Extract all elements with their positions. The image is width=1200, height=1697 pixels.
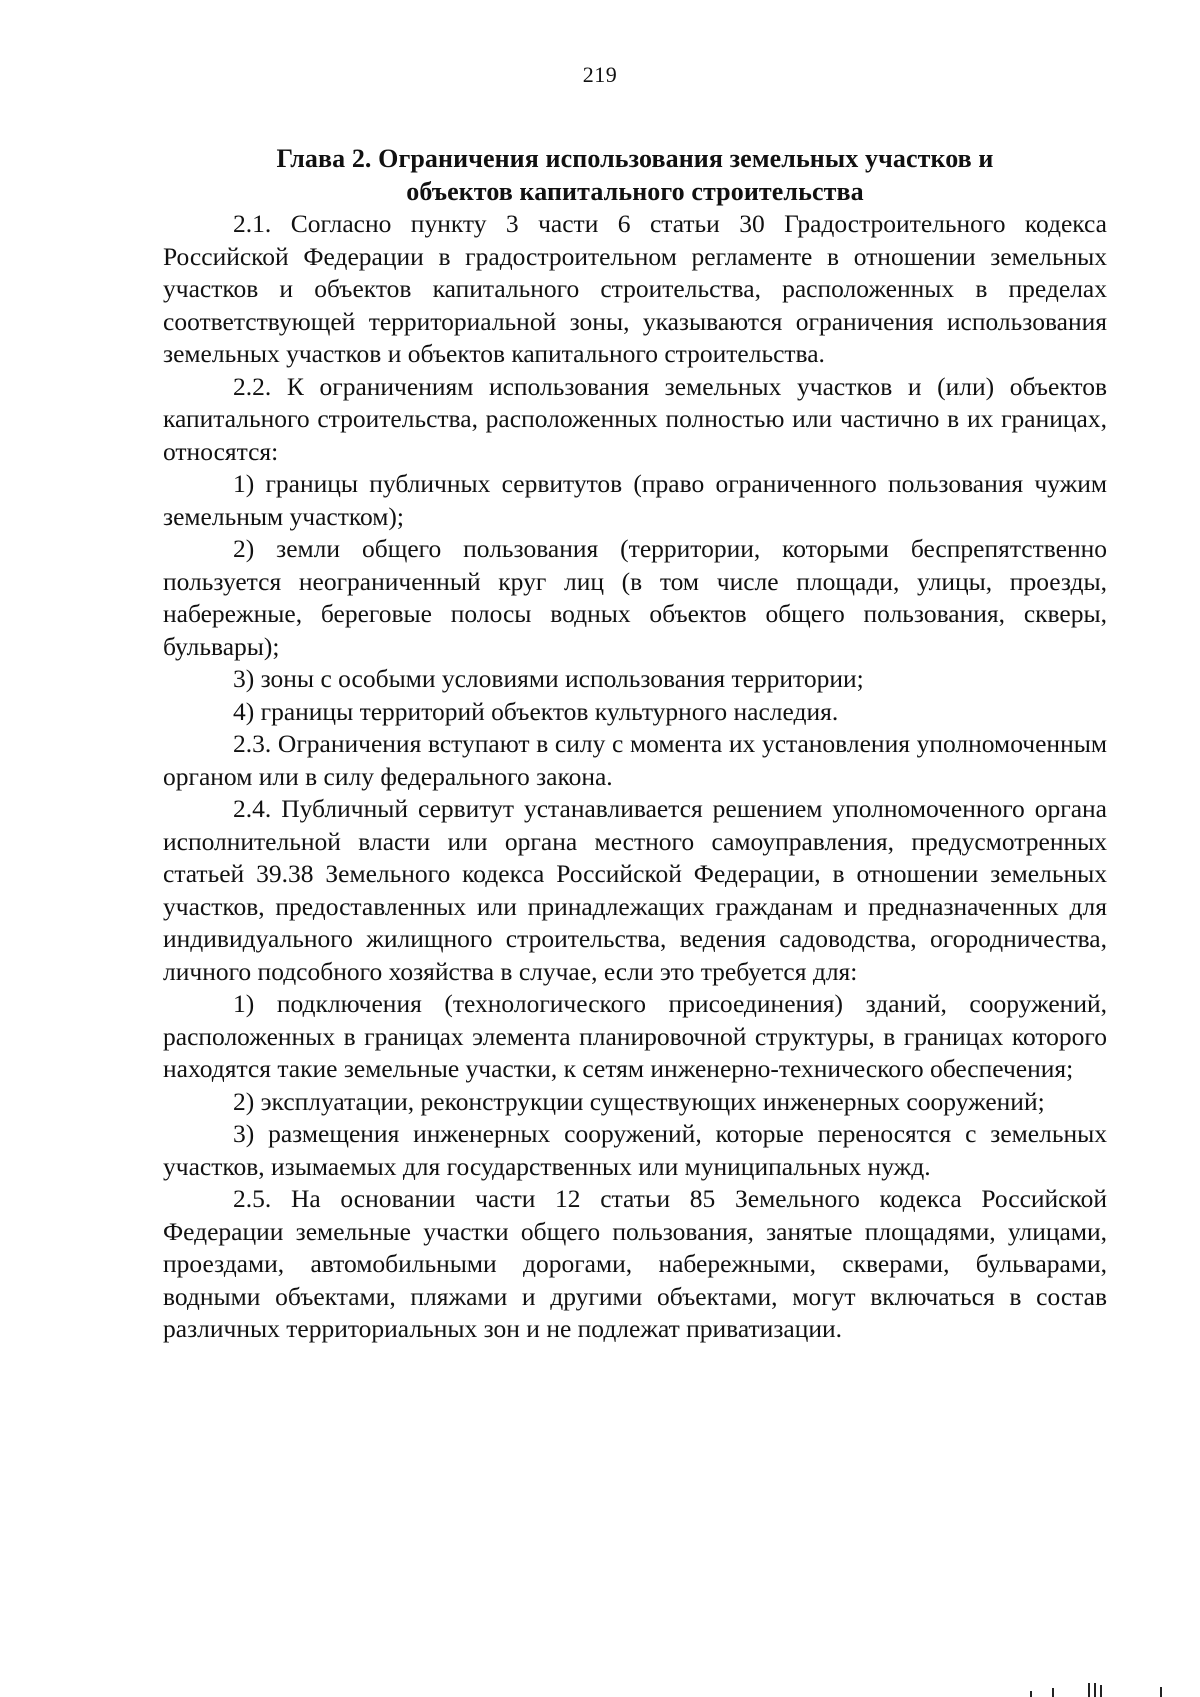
list-item-2-2-1: 1) границы публичных сервитутов (право ограниченного пользования чужим земельным участком);	[163, 469, 1107, 531]
list-item-2-4-1: 1) подключения (технологического присоединения) зданий, сооружений, расположенных в границах элемента планировочной структуры, в границах которого находятся такие земельные участки, к сетям инженерно-технического обеспечения;	[163, 989, 1107, 1083]
list-item-2-4-3: 3) размещения инженерных сооружений, которые переносятся с земельных участков, изымаемых для государственных или муниципальных нужд.	[163, 1119, 1107, 1181]
chapter-title-line-2: объектов капитального строительства	[406, 177, 864, 206]
list-item-2-4-2: 2) эксплуатации, реконструкции существующих инженерных сооружений;	[233, 1086, 1045, 1116]
chapter-title	[163, 142, 1107, 208]
list-item-2-2-2: 2) земли общего пользования (территории, которыми беспрепятственно пользуется неограниченный круг лиц (в том числе площади, улицы, проезды, набережные, береговые полосы водных объектов общего пользования, скверы, бульвары);	[163, 534, 1107, 661]
paragraph-2-1: 2.1. Согласно пункту 3 части 6 статьи 30 Градостроительного кодекса Российской Федерации в градостроительном регламенте в отношении земельных участков и объектов капитального строительства, расположенных в пределах соответствующей территориальной зоны, указываются ограничения использования земельных участков и объектов капитального строительства.	[163, 209, 1107, 368]
paragraph-2-3: 2.3. Ограничения вступают в силу с момента их установления уполномоченным органом или в силу федерального закона.	[163, 729, 1107, 791]
page-number: 219	[582, 62, 618, 87]
list-item-2-2-4: 4) границы территорий объектов культурного наследия.	[233, 696, 839, 726]
paragraph-2-5: 2.5. На основании части 12 статьи 85 Земельного кодекса Российской Федерации земельные участки общего пользования, занятые площадями, улицами, проездами, автомобильными дорогами, набережными, скверами, бульварами, водными объектами, пляжами и другими объектами, могут включаться в состав различных территориальных зон и не подлежат приватизации.	[163, 1184, 1107, 1343]
scan-artifact-marks	[990, 1673, 1170, 1697]
paragraph-2-4: 2.4. Публичный сервитут устанавливается решением уполномоченного органа исполнительной власти или органа местного самоуправления, предусмотренных статьей 39.38 Земельного кодекса Российской Федерации, в отношении земельных участков, предоставленных или принадлежащих гражданам и предназначенных для индивидуального жилищного строительства, ведения садоводства, огородничества, личного подсобного хозяйства в случае, если это требуется для:	[163, 794, 1107, 986]
document-body	[163, 142, 1107, 1346]
paragraph-2-2: 2.2. К ограничениям использования земельных участков и (или) объектов капитального строительства, расположенных полностью или частично в их границах, относятся:	[163, 371, 1107, 466]
chapter-title-line-1: Глава 2. Ограничения использования земельных участков и	[276, 144, 994, 173]
list-item-2-2-3: 3) зоны с особыми условиями использования территории;	[233, 664, 864, 693]
